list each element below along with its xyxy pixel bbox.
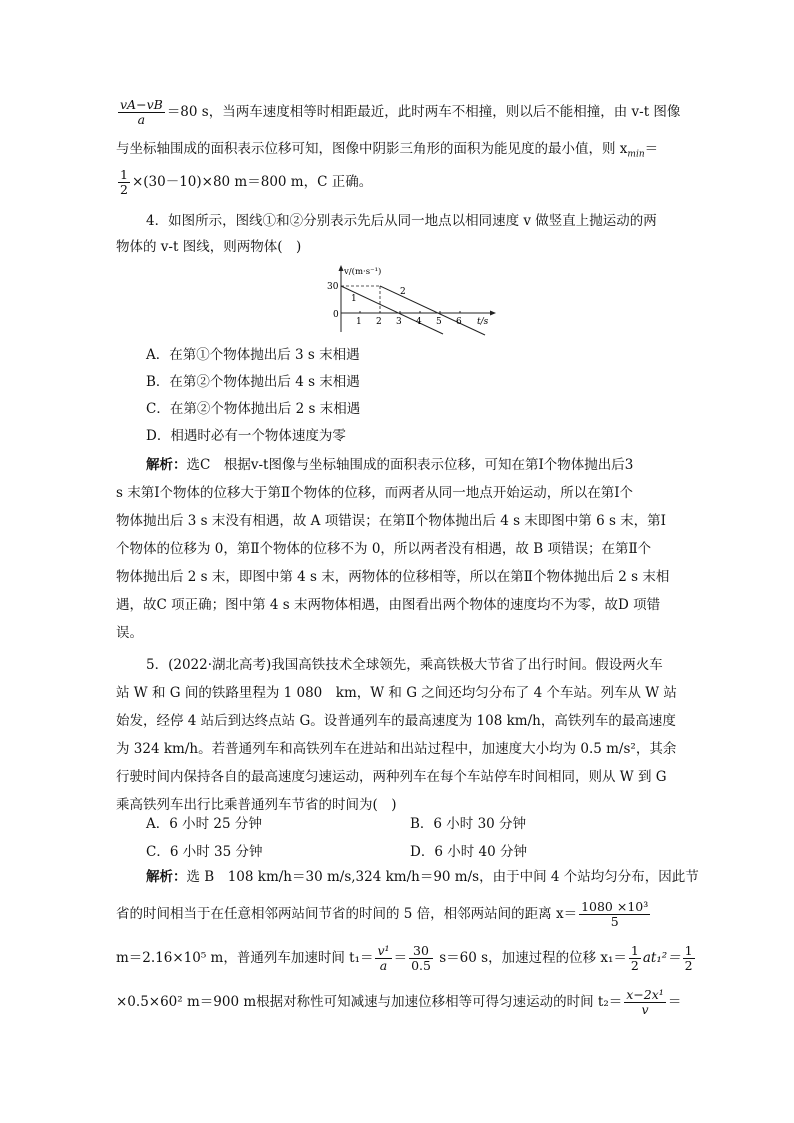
fraction [118, 98, 165, 127]
q4-analysis-line7: 误。 [116, 625, 143, 641]
fraction-numerator: v¹ [377, 943, 390, 958]
p3-line3 [116, 168, 372, 197]
t-axis-label: t/s [477, 317, 489, 327]
q5-analysis-line1 [146, 868, 699, 886]
text: ＝80 s，当两车速度相等时相距最近，此时两车不相撞，则以后不能相撞，由 v-t 图像 [166, 104, 681, 120]
q5-stem-line4: 为 324 km/h。若普通列车和高铁列车在进站和出站过程中，加速度大小均为 0.5 m/s²，其余 [116, 741, 677, 757]
fraction-numerator: x−2x¹ [626, 987, 664, 1002]
q5-analysis-line3 [116, 944, 697, 973]
q4-analysis-line3: 物体抛出后 3 s 末没有相遇，故 A 项错误；在第Ⅱ个物体抛出后 4 s 末即图中第 6 s 末，第Ⅰ [116, 513, 667, 529]
fraction [683, 944, 695, 973]
q5-stem-line3: 始发，经停 4 站后到达终点站 G。设普通列车的最高速度为 108 km/h，高铁列车的最高速度 [116, 713, 676, 729]
fraction-numerator: 1 [684, 943, 693, 958]
fraction-denominator: 2 [684, 958, 693, 973]
v-axis-arrow [339, 265, 344, 271]
text: s＝60 s，加速过程的位移 x₁＝ [434, 950, 627, 966]
fraction-denominator: a [137, 112, 146, 127]
fraction [409, 944, 433, 973]
line-1-label: 1 [351, 294, 357, 304]
fraction-denominator: 5 [610, 914, 619, 929]
q5-stem-line1: 5．(2022·湖北高考)我国高铁技术全球领先，乘高铁极大节省了出行时间。假设两火车 [146, 657, 663, 673]
q5-option-b: B．6 小时 30 分钟 [410, 816, 527, 832]
q5-stem-line6: 乘高铁列车出行比乘普通列车节省的时间为( ) [116, 797, 397, 813]
fraction-numerator: 1 [120, 167, 128, 182]
text: ＝ [644, 141, 659, 157]
text: ＝ [393, 950, 408, 966]
text: 选C 根据v-t图像与坐标轴围成的面积表示位移，可知在第Ⅰ个物体抛出后3 [186, 457, 634, 473]
q4-option-d: D．相遇时必有一个物体速度为零 [146, 428, 346, 444]
q5-option-a: A．6 小时 25 分钟 [146, 816, 262, 832]
q4-analysis-line6: 遇，故C 项正确；图中第 4 s 末两物体相遇，由图看出两个物体的速度均不为零，故D 项错 [116, 597, 661, 613]
graph-line-2 [380, 286, 485, 335]
fraction-denominator: v [641, 1002, 649, 1017]
analysis-label: 解析： [146, 869, 187, 885]
fraction [579, 900, 650, 929]
text: at₁²＝ [642, 950, 681, 966]
text: 与坐标轴围成的面积表示位移可知，图像中阴影三角形的面积为能见度的最小值，则 x [116, 141, 628, 157]
q4-analysis-line5: 物体抛出后 2 s 末，即图中第 4 s 末，两物体的位移相等，所以在第Ⅱ个物体抛出后 2 s 末相 [116, 569, 670, 585]
fraction-numerator: 1080 ×10³ [581, 899, 649, 914]
q4-stem-line1: 4．如图所示，图线①和②分别表示先后从同一地点以相同速度 v 做竖直上抛运动的两 [146, 213, 657, 229]
fraction [624, 988, 666, 1017]
subscript: min [627, 149, 645, 160]
q4-analysis-line1 [146, 456, 633, 474]
t-tick-label: 1 [356, 317, 362, 327]
q5-stem-line5: 行驶时间内保持各自的最高速度匀速运动，两种列车在每个车站停车时间相同，则从 W 到 G [116, 769, 667, 785]
text: m＝2.16×10⁵ m，普通列车加速时间 t₁＝ [116, 950, 374, 966]
fraction-denominator: a [379, 958, 388, 973]
fraction-numerator: 30 [409, 944, 433, 959]
q5-option-c: C．6 小时 35 分钟 [146, 844, 263, 860]
text: ＝ [667, 994, 682, 1010]
text: 选 B 108 km/h＝30 m/s,324 km/h＝90 m/s，由于中间 4 个站均匀分布，因此节 [186, 869, 699, 885]
fraction-numerator: 1 [630, 943, 639, 958]
text: ×0.5×60² m＝900 m根据对称性可知减速与加速位移相等可得匀速运动的时间 t₂＝ [116, 994, 623, 1010]
fraction [375, 944, 391, 973]
q5-analysis-line4 [116, 988, 681, 1017]
fraction-numerator: vA−vB [120, 97, 163, 112]
analysis-label: 解析： [146, 457, 187, 473]
fraction-denominator: 2 [630, 958, 639, 973]
q4-option-b: B．在第②个物体抛出后 4 s 末相遇 [146, 374, 360, 390]
y-tick-0: 0 [333, 310, 339, 320]
p3-line2 [116, 140, 658, 164]
q5-stem-line2: 站 W 和 G 间的铁路里程为 1 080 km，W 和 G 之间还均匀分布了 4 个车站。列车从 W 站 [116, 685, 677, 701]
fraction [629, 944, 641, 973]
q5-option-d: D．6 小时 40 分钟 [410, 844, 527, 860]
q4-option-c: C．在第②个物体抛出后 2 s 末相遇 [146, 401, 361, 417]
text: ×(30－10)×80 m＝800 m，C 正确。 [131, 174, 373, 190]
t-tick-label: 6 [456, 317, 462, 327]
p3-line1 [116, 98, 680, 127]
t-tick-label: 5 [436, 317, 442, 327]
t-tick-label: 2 [376, 317, 382, 327]
t-tick-label: 3 [396, 317, 402, 327]
q5-analysis-line2 [116, 900, 652, 929]
fraction-denominator: 0.5 [411, 958, 431, 973]
fraction [118, 168, 130, 197]
v-axis-label: v/(m·s⁻¹) [344, 267, 382, 277]
t-tick-label: 4 [416, 317, 422, 327]
fraction-denominator: 2 [120, 182, 128, 197]
vt-graph [325, 262, 505, 342]
q4-analysis-line2: s 末第Ⅰ个物体的位移大于第Ⅱ个物体的位移，而两者从同一地点开始运动，所以在第Ⅰ个 [116, 485, 634, 501]
y-tick-30: 30 [327, 282, 339, 292]
q4-option-a: A．在第①个物体抛出后 3 s 末相遇 [146, 347, 360, 363]
q4-stem-line2: 物体的 v-t 图线，则两物体( ) [116, 239, 302, 255]
q4-analysis-line4: 个物体的位移为 0，第Ⅱ个物体的位移不为 0，所以两者没有相遇，故 B 项错误；在第Ⅱ个 [116, 541, 652, 557]
line-2-label: 2 [400, 287, 406, 297]
t-axis-arrow [490, 311, 496, 316]
text: 省的时间相当于在任意相邻两站间节省的时间的 5 倍，相邻两站间的距离 x＝ [116, 906, 578, 922]
